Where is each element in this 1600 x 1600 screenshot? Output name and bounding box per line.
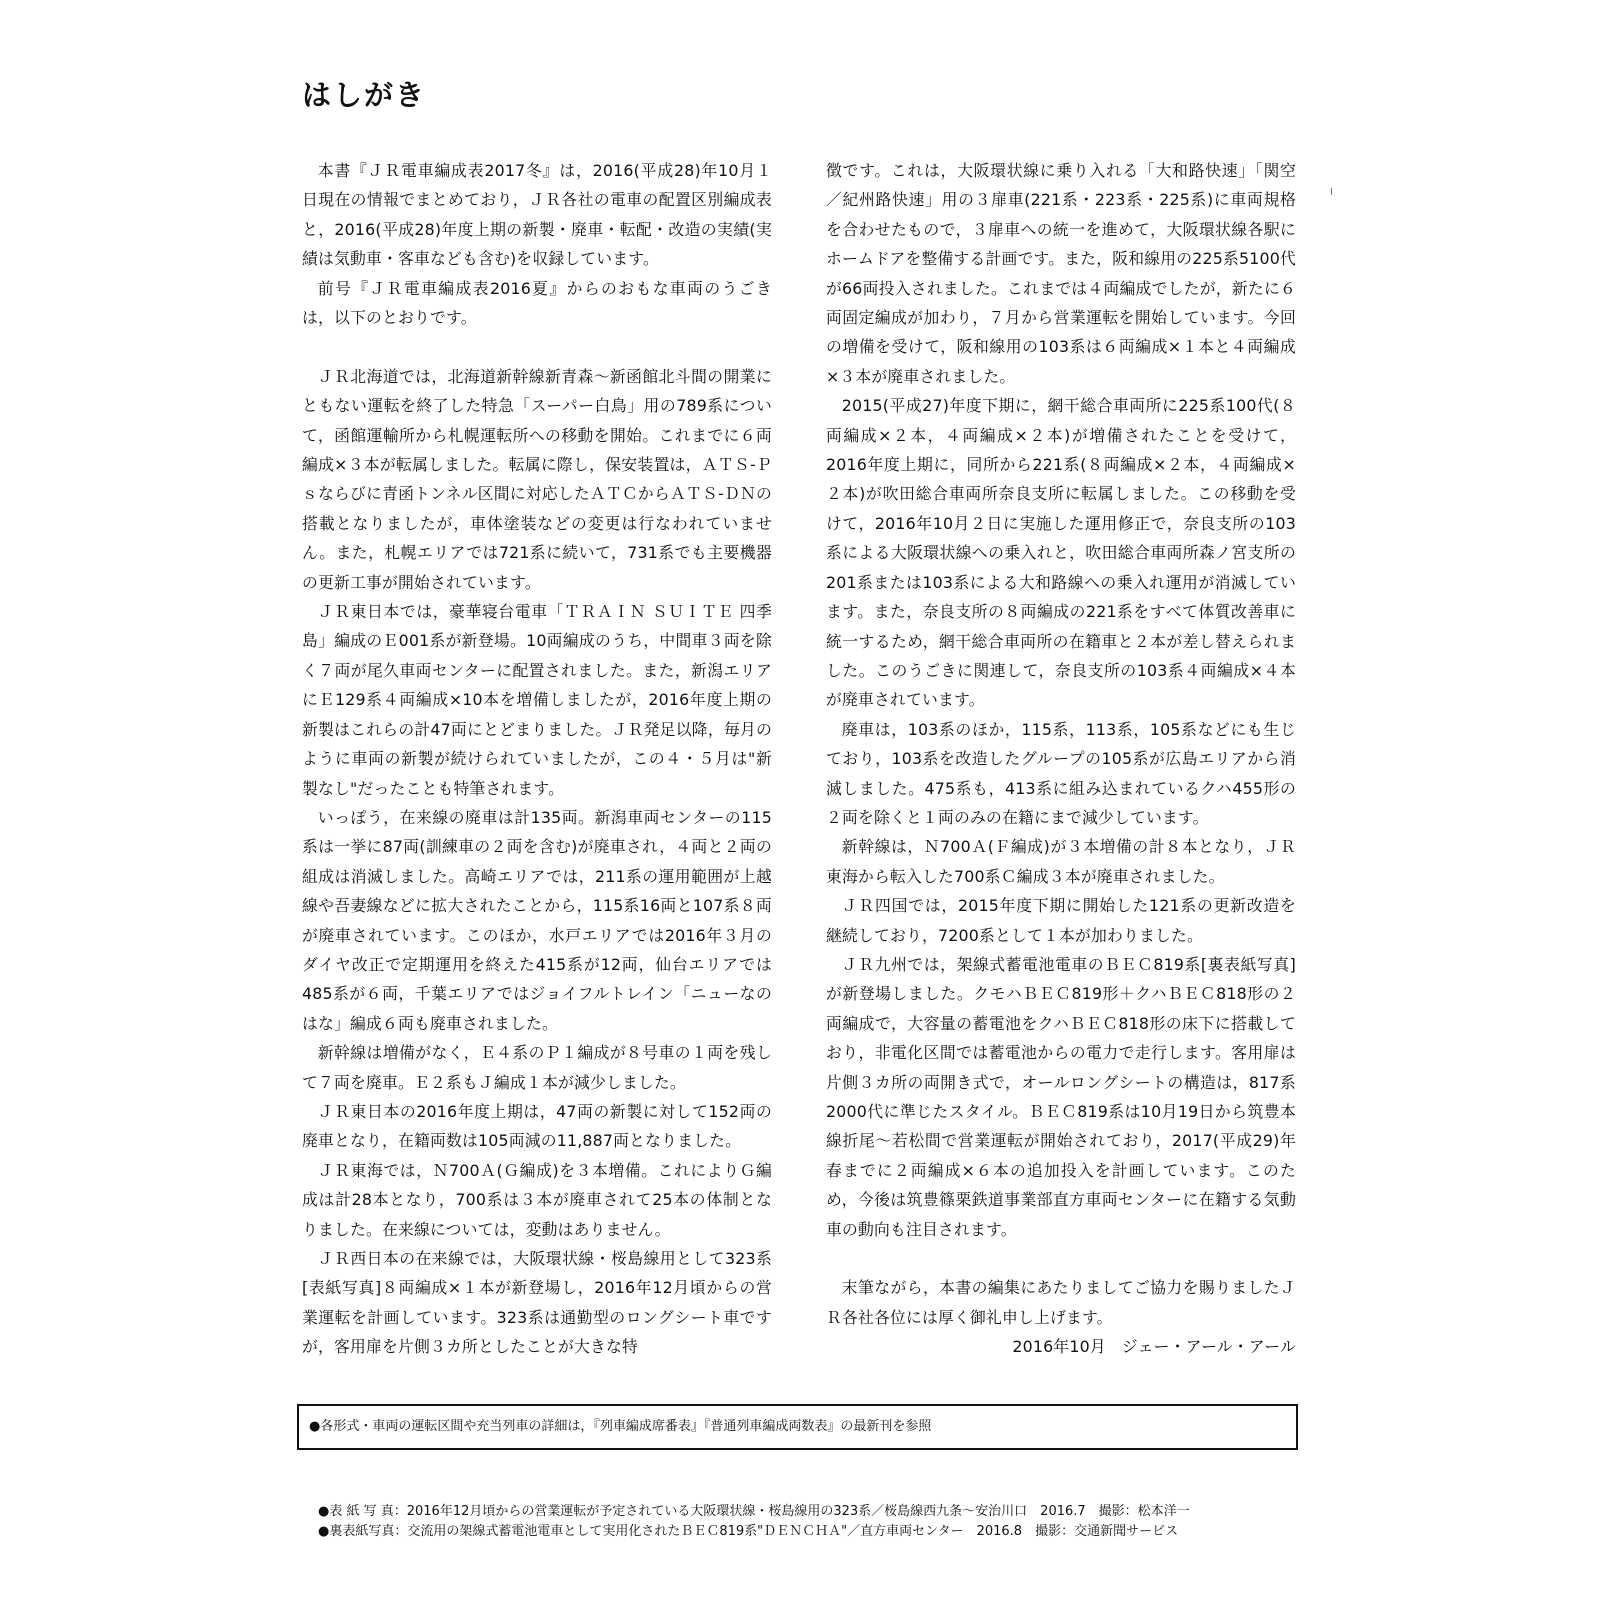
note-box: ●各形式・車両の運転区間や充当列車の詳細は，『列車編成席番表』『普通列車編成両数表』の最新刊を参照 — [297, 1404, 1298, 1450]
paragraph: 徴です。これは，大阪環状線に乗り入れる「大和路快速」「関空／紀州路快速」用の３扉車(221系・223系・225系)に車両規格を合わせたもので，３扉車への統一を進めて，大阪環状線各駅にホームドアを整備する計画です。また，阪和線用の225系5100代が66両投入されました。これまでは４両編成でしたが，新たに６両固定編成が加わり，７月から営業運転を開始しています。今回の増備を受けて，阪和線用の103系は６両編成×１本と４両編成×３本が廃車されました。 — [826, 161, 1296, 386]
paragraph: ＪＲ北海道では，北海道新幹線新青森～新函館北斗間の開業にともない運転を終了した特急「スーパー白鳥」用の789系について，函館運輸所から札幌運転所への移動を開始。これまでに６両編成×３本が転属しました。転属に際し，保安装置は，ＡＴＳ-Ｐｓならびに青函トンネル区間に対応したＡＴＣからＡＴＳ-ＤＮの搭載となりましたが，車体塗装などの変更は行なわれていません。また，札幌エリアでは721系に続いて，731系でも主要機器の更新工事が開始されています。 — [302, 366, 772, 592]
cover-photo-credit: ●表 紙 写 真：2016年12月頃からの営業運転が予定されている大阪環状線・桜島線用の323系／桜島線西九条～安治川口 2016.7 撮影：松本洋一 — [318, 1504, 1190, 1519]
signature: 2016年10月 ジェー・アール・アール — [1012, 1337, 1296, 1357]
paragraph: いっぽう，在来線の廃車は計135両。新潟車両センターの115系は一挙に87両(訓練車の２両を含む)が廃車され，４両と２両の組成は消滅しました。高崎エリアでは，211系の運用範囲が上越線や吾妻線などに拡大されたことから，115系16両と107系８両が廃車されています。このほか，水戸エリアでは2016年３月のダイヤ改正で定期運用を終えた415系が12両，仙台エリアでは485系が６両，千葉エリアではジョイフルトレイン「ニューなのはな」編成６両も廃車されました。 — [302, 807, 772, 1033]
back-cover-photo-credit: ●裏表紙写真：交流用の架線式蓄電池電車として実用化されたＢＥＣ819系"ＤＥＮＣＨＡ"／直方車両センター 2016.8 撮影：交通新聞サービス — [318, 1524, 1179, 1539]
paragraph: ＪＲ四国では，2015年度下期に開始した121系の更新改造を継続しており，7200系として１本が加わりました。 — [826, 896, 1296, 945]
right-column — [826, 156, 1296, 1362]
left-column — [302, 156, 772, 1362]
page-title: はしがき — [302, 78, 427, 112]
paragraph: 本書『ＪＲ電車編成表2017冬』は，2016(平成28)年10月１日現在の情報でまとめており，ＪＲ各社の電車の配置区別編成表と，2016(平成28)年度上期の新製・廃車・転配・改造の実績(実績は気動車・客車なども含む)を収録しています。 — [302, 161, 772, 269]
paragraph: 新幹線は増備がなく，Ｅ４系のＰ１編成が８号車の１両を残して７両を廃車。Ｅ２系もＪ編成１本が減少しました。 — [302, 1043, 772, 1092]
closing-paragraph: 末筆ながら，本書の編集にあたりましてご協力を賜りましたＪＲ各社各位には厚く御礼申し上げます。 — [826, 1278, 1296, 1327]
paragraph: 2015(平成27)年度下期に，網干総合車両所に225系100代(８両編成×２本，４両編成×２本)が増備されたことを受けて，2016年度上期に，同所から221系(８両編成×２本，４両編成×２本)が吹田総合車両所奈良支所に転属しました。この移動を受けて，2016年10月２日に実施した運用修正で，奈良支所の103系による大阪環状線への乗入れと，吹田総合車両所森ノ宮支所の201系または103系による大和路線への乗入れ運用が消滅しています。また，奈良支所の８両編成の221系をすべて体質改善車に統一するため，網干総合車両所の在籍車と２本が差し替えられました。このうごきに関連して，奈良支所の103系４両編成×４本が廃車されています。 — [826, 396, 1296, 710]
paragraph: ＪＲ九州では，架線式蓄電池電車のＢＥＣ819系[裏表紙写真]が新登場しました。クモハＢＥＣ819形＋クハＢＥＣ818形の２両編成で，大容量の蓄電池をクハＢＥＣ818形の床下に搭載しており，非電化区間では蓄電池からの電力で走行します。客用扉は片側３カ所の両開き式で，オールロングシートの構造は，817系2000代に準じたスタイル。ＢＥＣ819系は10月19日から筑豊本線折尾～若松間で営業運転が開始されており，2017(平成29)年春までに２両編成×６本の追加投入を計画しています。このため，今後は筑豊篠栗鉄道事業部直方車両センターに在籍する気動車の動向も注目されます。 — [826, 954, 1296, 1239]
paragraph: ＪＲ西日本の在来線では，大阪環状線・桜島線用として323系[表紙写真]８両編成×１本が新登場し，2016年12月頃からの営業運転を計画しています。323系は通勤型のロングシート車ですが，客用扉を片側３カ所としたことが大きな特 — [302, 1249, 772, 1357]
paragraph: ＪＲ東海では，Ｎ700Ａ(Ｇ編成)を３本増備。これによりＧ編成は計28本となり，700系は３本が廃車されて25本の体制となりました。在来線については，変動はありません。 — [302, 1160, 772, 1239]
paragraph: ＪＲ東日本の2016年度上期は，47両の新製に対して152両の廃車となり，在籍両数は105両減の11,887両となりました。 — [302, 1101, 772, 1151]
paragraph: 新幹線は，Ｎ700Ａ(Ｆ編成)が３本増備の計８本となり，ＪＲ東海から転入した700系Ｃ編成３本が廃車されました。 — [826, 837, 1296, 886]
paragraph: 前号『ＪＲ電車編成表2016夏』からのおもな車両のうごきは，以下のとおりです。 — [302, 278, 772, 328]
scan-mark — [1331, 188, 1332, 195]
photo-credits — [318, 1502, 1298, 1542]
paragraph: ＪＲ東日本では，豪華寝台電車「ＴＲＡＩＮ ＳＵＩＴＥ 四季島」編成のＥ001系が新登場。10両編成のうち，中間車３両を除く７両が尾久車両センターに配置されました。また，新潟エリアにＥ129系４両編成×10本を増備しましたが，2016年度上期の新製はこれらの計47両にとどまりました。ＪＲ発足以降，毎月のように車両の新製が続けられていましたが，この４・５月は"新製なし"だったことも特筆されます。 — [302, 602, 772, 798]
paragraph: 廃車は，103系のほか，115系，113系，105系などにも生じており，103系を改造したグループの105系が広島エリアから消滅しました。475系も，413系に組み込まれているクハ455形の２両を除くと１両のみの在籍にまで減少しています。 — [826, 719, 1296, 827]
